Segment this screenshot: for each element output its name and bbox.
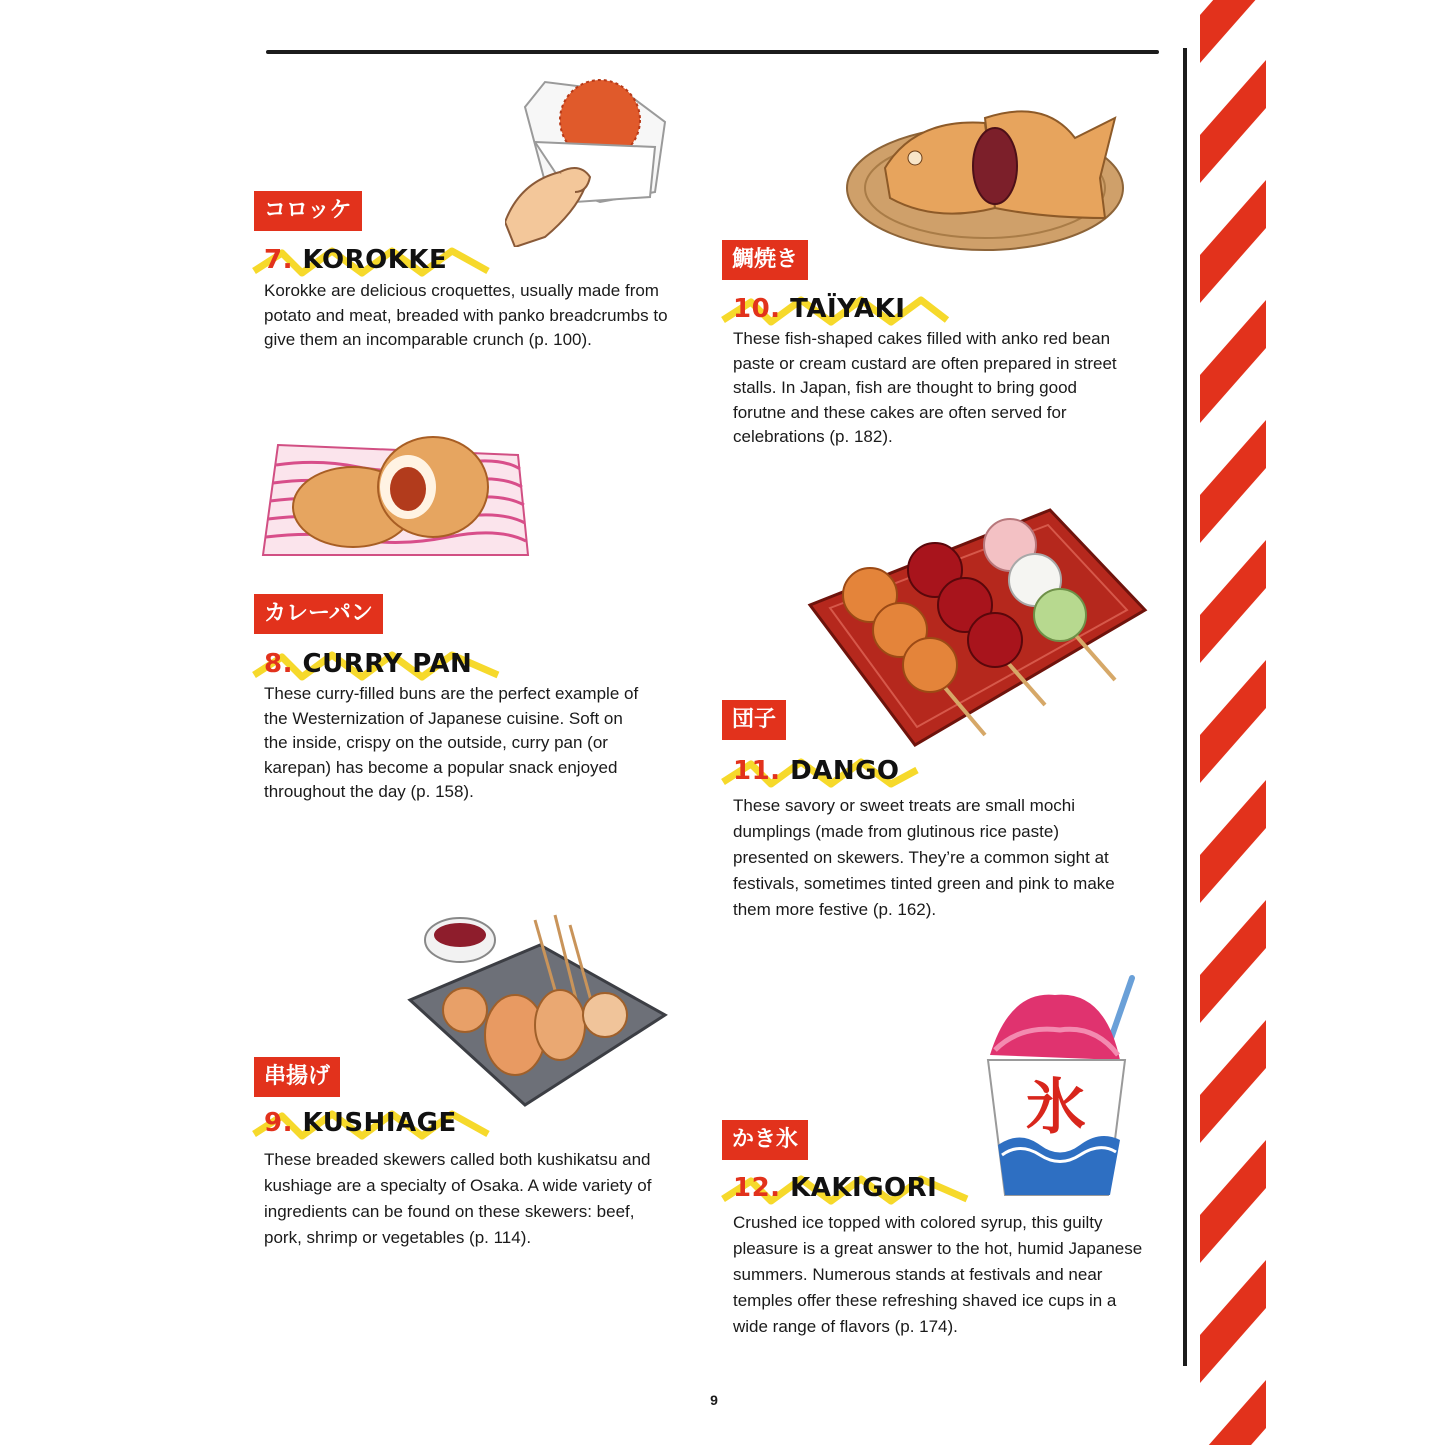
heading-kakigori bbox=[733, 1173, 937, 1207]
heading-taiyaki bbox=[733, 294, 905, 328]
entry-name: KUSHIAGE bbox=[302, 1108, 457, 1138]
red-diagonal-stripes bbox=[1200, 0, 1266, 1445]
tag-kushiage: 串揚げ bbox=[254, 1057, 340, 1097]
kakigori-cup-kanji: 氷 bbox=[1026, 1073, 1086, 1143]
description-curry-pan: These curry-filled buns are the perfect example of the Westernization of Japanese cuisine. Soft on the inside, crispy on the outside, curry pan (or karepan) has become a popular snack enjoyed throughout the day (p. 158). bbox=[264, 684, 639, 801]
entry-name: DANGO bbox=[790, 756, 900, 786]
taiyaki-illustration bbox=[845, 78, 1125, 258]
red-stripe bbox=[1200, 900, 1266, 1023]
description-kushiage: These breaded skewers called both kushikatsu and kushiage are a specialty of Osaka. A wide variety of ingredients can be found on these skewers: beef, pork, shrimp or vegetables (p. 114). bbox=[264, 1150, 652, 1247]
red-stripe bbox=[1200, 0, 1266, 63]
red-stripe bbox=[1200, 1260, 1266, 1383]
entry-name: CURRY PAN bbox=[302, 649, 473, 679]
heading-kushiage bbox=[264, 1108, 457, 1142]
description-dango: These savory or sweet treats are small mochi dumplings (made from glutinous rice paste) presented on skewers. They’re a common sight at festivals, sometimes tinted green and pink to make them more festive (p. 162). bbox=[733, 796, 1115, 919]
description-korokke: Korokke are delicious croquettes, usually made from potato and meat, breaded with panko breadcrumbs to give them an incomparable crunch (p. 100). bbox=[264, 281, 668, 349]
tag-kakigori: かき氷 bbox=[722, 1120, 808, 1160]
entry-number: 12. bbox=[733, 1173, 781, 1203]
kakigori-illustration bbox=[980, 970, 1145, 1205]
entry-name: KAKIGORI bbox=[790, 1173, 938, 1203]
red-stripe bbox=[1200, 660, 1266, 783]
korokke-illustration bbox=[505, 62, 685, 247]
red-stripe bbox=[1200, 60, 1266, 183]
entry-number: 10. bbox=[733, 294, 781, 324]
heading-dango bbox=[733, 756, 900, 790]
dango-illustration bbox=[805, 505, 1150, 750]
tag-dango: 団子 bbox=[722, 700, 786, 740]
right-rule bbox=[1183, 48, 1187, 1366]
entry-name: TAÏYAKI bbox=[790, 294, 906, 324]
red-stripe bbox=[1200, 1140, 1266, 1263]
tag-taiyaki: 鯛焼き bbox=[722, 240, 808, 280]
red-stripe bbox=[1200, 540, 1266, 663]
kushiage-illustration bbox=[405, 905, 670, 1115]
red-stripe bbox=[1200, 300, 1266, 423]
tag-curry-pan: カレーパン bbox=[254, 594, 383, 634]
red-stripe bbox=[1200, 420, 1266, 543]
entry-number: 7. bbox=[264, 245, 293, 275]
entry-number: 8. bbox=[264, 649, 293, 679]
curry-pan-illustration bbox=[258, 425, 533, 560]
description-kakigori: Crushed ice topped with colored syrup, this guilty pleasure is a great answer to the hot, humid Japanese summers. Numerous stands at festivals and near temples offer these refreshing shaved ice cups in a wide range of flavors (p. 174). bbox=[733, 1213, 1143, 1336]
tag-korokke: コロッケ bbox=[254, 191, 362, 231]
entry-number: 9. bbox=[264, 1108, 293, 1138]
red-stripe bbox=[1200, 1020, 1266, 1143]
page-number: 9 bbox=[710, 1392, 718, 1408]
entry-number: 11. bbox=[733, 756, 781, 786]
red-stripe bbox=[1200, 180, 1266, 303]
entry-name: KOROKKE bbox=[302, 245, 448, 275]
heading-korokke bbox=[264, 245, 447, 279]
description-taiyaki: These fish-shaped cakes filled with anko red bean paste or cream custard are often prepared in street stalls. In Japan, fish are thought to bring good forutne and these cakes are often served for celebrations (p. 182). bbox=[733, 329, 1117, 446]
top-rule bbox=[266, 50, 1159, 54]
red-stripe bbox=[1200, 780, 1266, 903]
red-stripe bbox=[1200, 1380, 1266, 1445]
heading-curry-pan bbox=[264, 649, 472, 683]
